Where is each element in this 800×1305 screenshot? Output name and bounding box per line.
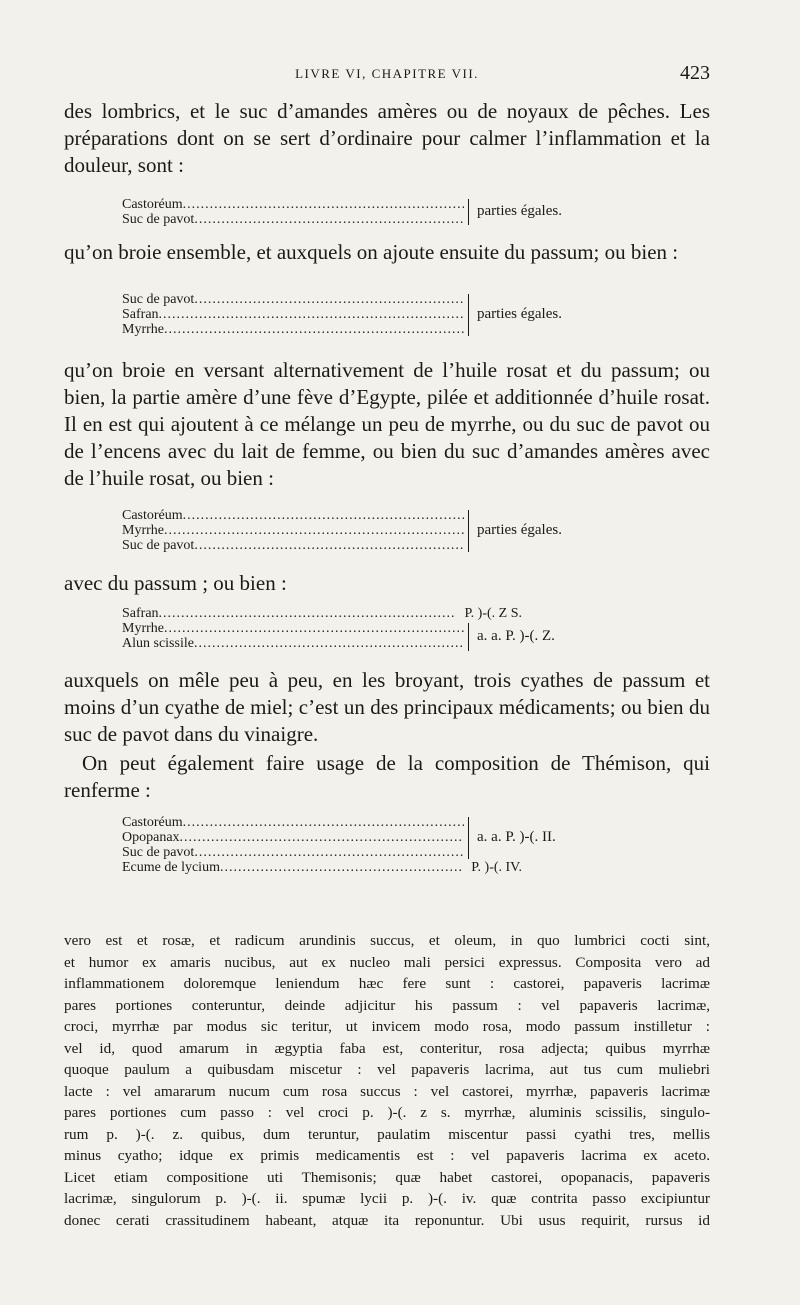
brace-label: parties égales. [477, 306, 562, 322]
paragraph-3: qu’on broie en versant alternativement de l’huile rosat et du passum; ou bien, la partie amère d’une fève d’Egypte, pilée et additionnée d’huile rosat. Il en est qui ajoutent à ce mélange un peu de myrrhe, ou du suc de pavot ou de l’encens avec du lait de femme, ou bien du suc d’amandes amères avec de l’huile rosat, ou bien : [64, 358, 710, 490]
recipe-1 [122, 197, 642, 227]
latin-line: rum p. )-(. z. quibus, dum teruntur, paulatim miscentur passi cyathi tres, mellis [64, 1125, 710, 1143]
recipe-2 [122, 292, 642, 337]
ingredient-name: Alun scissile [122, 636, 194, 651]
ingredient-row [122, 845, 464, 860]
ingredient-row [122, 538, 464, 553]
latin-line: minus cyatho; idque ex primis medicamentis est : vel papaveris lacrima ex aceto. [64, 1147, 710, 1164]
latin-line: donec cerati crassitudinem habeant, atquæ ita reponuntur. Ubi usus requirit, rursus id [64, 1211, 710, 1229]
ingredient-name: Castoréum [122, 197, 183, 212]
ingredient-name: Opopanax [122, 830, 180, 845]
paragraph-4: avec du passum ; ou bien : [64, 571, 287, 595]
ingredient-quantity: P. )-(. IV. [471, 860, 522, 875]
running-title: LIVRE VI, CHAPITRE VII. [295, 66, 479, 81]
ingredient-row [122, 815, 464, 830]
paragraph-5: auxquels on mêle peu à peu, en les broyant, trois cyathes de passum et moins d’un cyathe de miel; c’est un des principaux médicaments; ou bien du suc de pavot dans du vinaigre. [64, 668, 710, 746]
ingredient-row [122, 636, 464, 651]
brace-label: parties égales. [477, 522, 562, 538]
brace [464, 623, 469, 651]
latin-line: vero est et rosæ, et radicum arundinis succus, et oleum, in quo lumbrici cocti sint, [64, 932, 710, 949]
ingredient-row [122, 508, 464, 523]
ingredient-name: Castoréum [122, 815, 183, 830]
ingredient-row [122, 212, 464, 227]
ingredient-row [122, 523, 464, 538]
brace [464, 817, 469, 859]
ingredient-name: Ecume de lycium [122, 860, 220, 875]
paragraph-2: qu’on broie ensemble, et auxquels on ajoute ensuite du passum; ou bien : [64, 240, 679, 264]
brace-label: parties égales. [477, 203, 562, 219]
brace-label: a. a. P. )-(. Z. [477, 628, 555, 644]
ingredient-row [122, 860, 522, 875]
latin-line: pares portiones conteruntur, deinde adjicitur his passum : vel papaveris lacrimæ, [64, 996, 710, 1014]
recipe-4 [122, 606, 642, 651]
latin-line: quoque paulum a quibusdam miscetur : vel papaveris lacrima, aut tus cum muliebri [64, 1061, 710, 1078]
page-header [64, 62, 710, 88]
latin-line: inflammationem doloremque leniendum hæc fere sunt : castorei, papaveris lacrimæ [64, 975, 710, 992]
ingredient-name: Safran [122, 606, 159, 621]
ingredient-name: Safran [122, 307, 159, 322]
ingredient-row [122, 307, 464, 322]
latin-line: Licet etiam compositione uti Themisonis; quæ habet castorei, opopanacis, papaveris [64, 1168, 710, 1186]
ingredient-name: Suc de pavot [122, 845, 195, 860]
brace [464, 294, 469, 336]
paragraph-1: des lombrics, et le suc d’amandes amères ou de noyaux de pêches. Les préparations dont on se sert d’ordinaire pour calmer l’inflammation et la douleur, sont : [64, 99, 710, 177]
ingredient-name: Castoréum [122, 508, 183, 523]
brace [464, 510, 469, 552]
latin-line: vel id, quod amarum in ægyptia faba est, conteritur, rosa adjecta; quibus myrrhæ [64, 1039, 710, 1057]
latin-line: lacte : vel amararum nucum cum rosa succus : vel castorei, myrrhæ, papaveris lacrimæ [64, 1082, 710, 1100]
latin-line: croci, myrrhæ par modus sic teritur, ut invicem modo rosa, modo passum instilletur : [64, 1018, 710, 1035]
ingredient-name: Suc de pavot [122, 292, 195, 307]
recipe-3 [122, 508, 642, 553]
ingredient-row [122, 621, 464, 636]
ingredient-name: Suc de pavot [122, 212, 195, 227]
recipe-5 [122, 815, 642, 875]
ingredient-name: Suc de pavot [122, 538, 195, 553]
ingredient-row [122, 292, 464, 307]
latin-line: pares portiones cum passo : vel croci p. )-(. z s. myrrhæ, aluminis scissilis, singulo- [64, 1104, 710, 1121]
latin-text [64, 930, 710, 1231]
paragraph-6: On peut également faire usage de la composition de Thémison, qui renferme : [64, 751, 710, 802]
ingredient-name: Myrrhe [122, 523, 164, 538]
brace [464, 199, 469, 225]
ingredient-row [122, 606, 522, 621]
ingredient-name: Myrrhe [122, 621, 164, 636]
ingredient-quantity: P. )-(. Z S. [464, 606, 522, 621]
page-number: 423 [680, 62, 710, 84]
ingredient-name: Myrrhe [122, 322, 164, 337]
latin-line: lacrimæ, singulorum p. )-(. ii. spumæ lycii p. )-(. iv. quæ contrita passo excipiuntur [64, 1190, 710, 1207]
ingredient-row [122, 830, 464, 845]
latin-line: et humor ex amaris nucibus, aut ex nucleo mali persici expressus. Composita vero ad [64, 953, 710, 971]
brace-label: a. a. P. )-(. II. [477, 829, 556, 845]
ingredient-row [122, 197, 464, 212]
ingredient-row [122, 322, 464, 337]
